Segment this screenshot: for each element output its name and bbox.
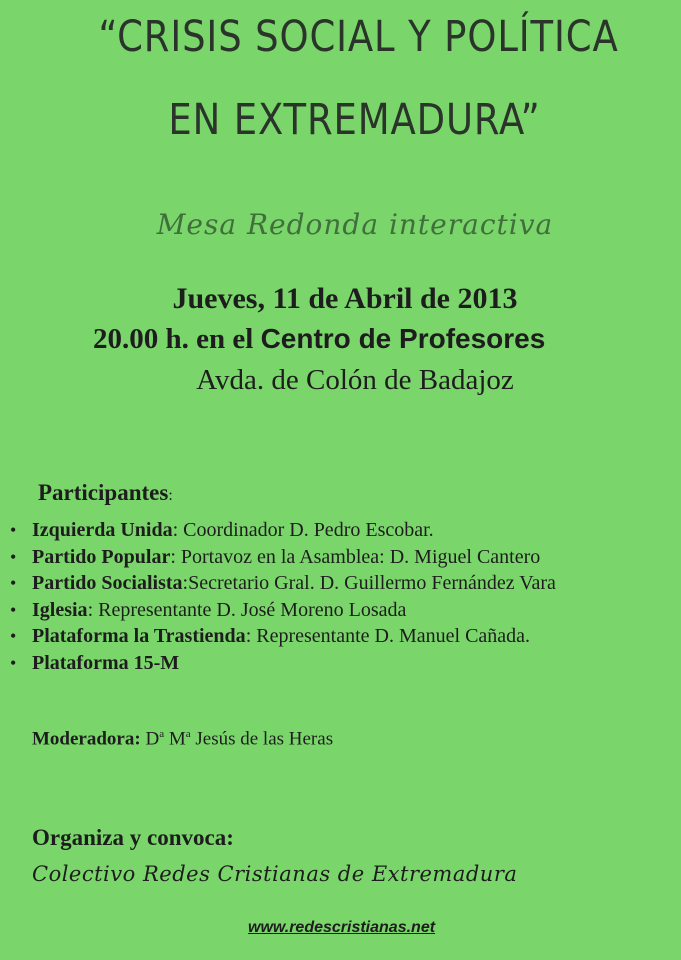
moderator-sup-1: a xyxy=(159,728,165,740)
participants-list xyxy=(10,517,556,677)
list-item xyxy=(10,597,556,624)
moderator xyxy=(32,728,333,750)
moderator-m: M xyxy=(168,728,186,750)
list-item xyxy=(10,650,556,677)
participant-org: Iglesia xyxy=(32,598,88,621)
bullet-icon: • xyxy=(10,546,17,567)
event-time xyxy=(93,323,545,356)
organizer-name: Colectivo Redes Cristianas de Extremadura xyxy=(32,862,518,886)
bullet-icon: • xyxy=(10,626,17,647)
list-item xyxy=(10,544,556,571)
title-line-2: EN EXTREMADURA” xyxy=(168,95,541,145)
participants-heading-colon: : xyxy=(168,487,173,504)
moderator-sup-2: a xyxy=(185,728,191,740)
bullet-icon: • xyxy=(10,652,17,673)
organizer-heading: Organiza y convoca: xyxy=(32,825,234,850)
event-date: Jueves, 11 de Abril de 2013 xyxy=(172,282,518,315)
bullet-icon: • xyxy=(10,520,17,540)
participant-detail: : Coordinador D. Pedro Escobar. xyxy=(172,519,434,541)
participants-heading-text: Participantes xyxy=(38,480,169,505)
list-item xyxy=(10,623,556,650)
bullet-icon: • xyxy=(10,599,17,620)
participant-org: Partido Popular xyxy=(32,545,171,568)
participant-detail: : Representante D. José Moreno Losada xyxy=(87,598,407,621)
moderator-name: Jesús de las Heras xyxy=(195,728,334,750)
subtitle: Mesa Redonda interactiva xyxy=(156,208,554,241)
event-address: Avda. de Colón de Badajoz xyxy=(196,364,514,396)
website-link[interactable]: www.redescristianas.net xyxy=(248,919,436,936)
participant-org: Plataforma 15-M xyxy=(32,651,180,674)
list-item xyxy=(10,517,556,544)
participant-org: Izquierda Unida xyxy=(32,519,173,541)
title-line-1: “CRISIS SOCIAL Y POLÍTICA xyxy=(98,12,619,62)
list-item xyxy=(10,570,556,597)
participant-org: Partido Socialista xyxy=(32,572,183,595)
participant-detail: :Secretario Gral. D. Guillermo Fernández Vara xyxy=(182,572,556,595)
event-venue: Centro de Profesores xyxy=(260,323,546,354)
event-time-text: 20.00 h. en el xyxy=(93,323,254,355)
participant-detail: : Representante D. Manuel Cañada. xyxy=(245,625,531,648)
bullet-icon: • xyxy=(10,573,17,594)
participants-heading xyxy=(38,480,173,506)
participant-detail: : Portavoz en la Asamblea: D. Miguel Cantero xyxy=(170,545,541,568)
moderator-label: Moderadora: xyxy=(32,728,141,750)
participant-org: Plataforma la Trastienda xyxy=(32,625,246,648)
moderator-d: D xyxy=(145,728,160,750)
